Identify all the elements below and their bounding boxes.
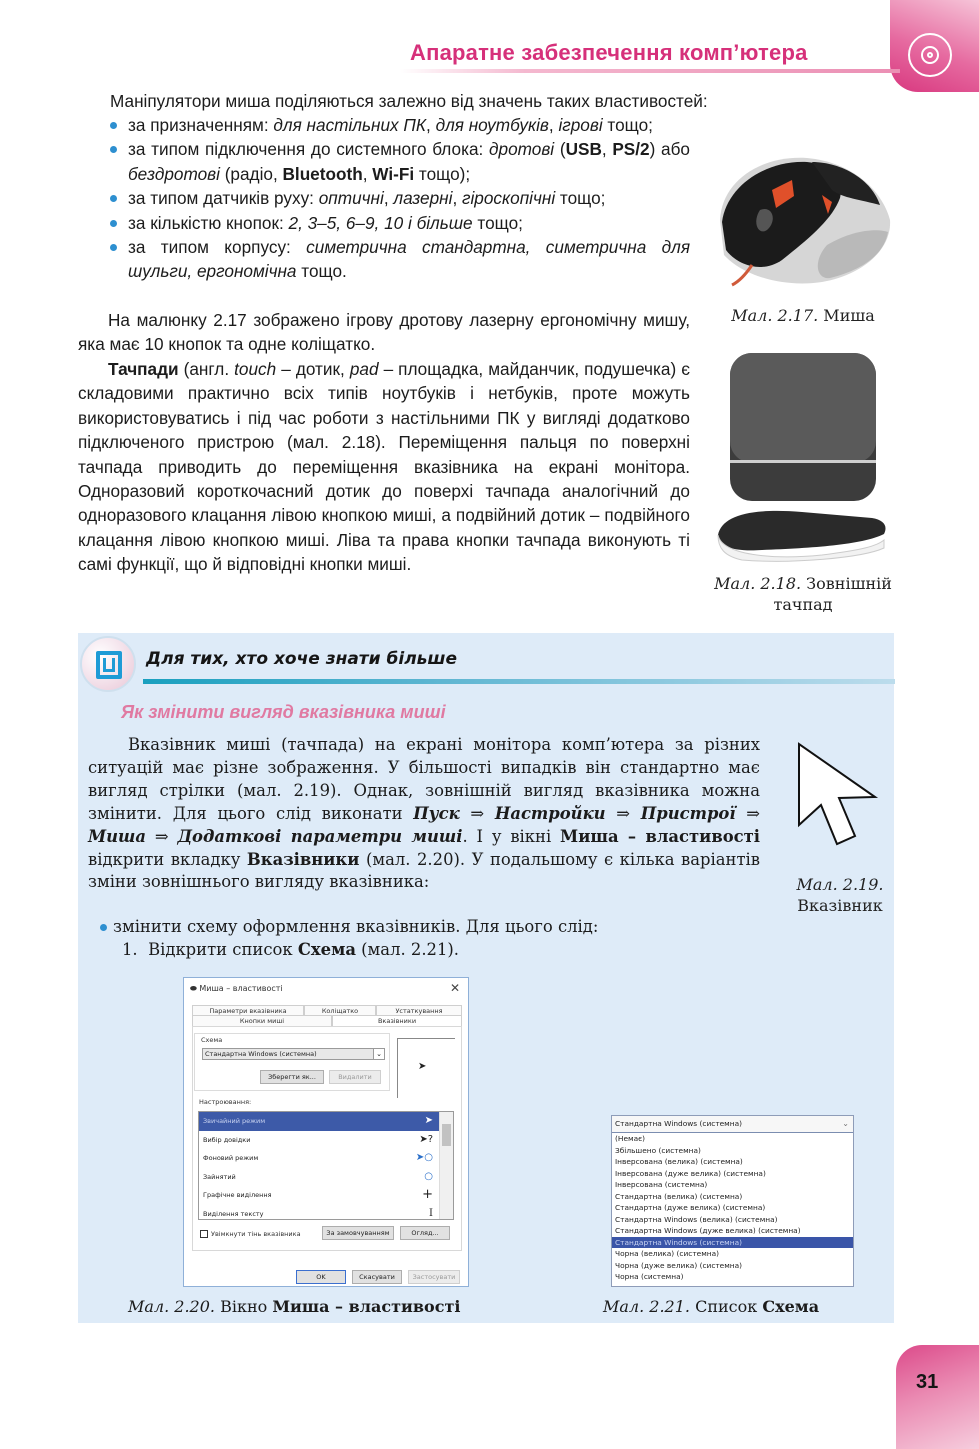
figure-caption-2-17: Мал. 2.17. Миша: [731, 306, 875, 325]
figure-caption-2-19: Мал. 2.19. Вказівник: [796, 875, 884, 915]
scheme-dropdown[interactable]: [611, 1115, 854, 1287]
delete-button[interactable]: Видалити: [329, 1070, 381, 1084]
header-rule: [400, 69, 900, 73]
browse-button[interactable]: Огляд...: [400, 1226, 450, 1240]
figure-caption-2-20: Мал. 2.20. Вікно Миша – властивості: [128, 1297, 461, 1316]
normal-cursor-icon: ➤: [424, 1115, 433, 1126]
tab-buttons[interactable]: Кнопки миші: [192, 1015, 332, 1026]
dropdown-option[interactable]: (Немає): [615, 1134, 646, 1143]
infobox-bullet: змінити схему оформлення вказівників. Для цього слід:: [100, 916, 760, 939]
text-cursor-icon: I: [429, 1207, 433, 1219]
infobox-step-1: 1. Відкрити список Схема (мал. 2.21).: [122, 940, 460, 959]
dropdown-option[interactable]: Стандартна (дуже велика) (системна): [615, 1203, 766, 1212]
list-item: за типом підключення до системного блока: дротові (USB, PS/2) або бездротові (радіо, Bluetooth, Wi-Fi тощо);: [106, 137, 690, 186]
infobox-paragraph: Вказівник миші (тачпада) на екрані монітора комп’ютера за різних ситуацій має різне зображення. У більшості випадків він стандартно має вигляд стрілки (мал. 2.19). Однак, зовнішній вигляд вказівника можна змінити. Для цього слід виконати Пуск ⇒ Настройки ⇒ Пристрої ⇒ Миша ⇒ Додаткові параметри миші. І у вікні Миша – властивості відкрити вкладку Вказівники (мал. 2.20). У подальшому є кілька варіантів зміни зовнішнього вигляду вказівника:: [88, 735, 761, 892]
use-default-button[interactable]: За замовчуванням: [322, 1226, 394, 1240]
help-cursor-icon: ➤?: [419, 1133, 433, 1145]
scheme-dropdown-header[interactable]: Стандартна Windows (системна) ⌄: [612, 1116, 853, 1133]
arrow-cursor-icon: ➤: [418, 1061, 427, 1072]
dialog-tabs-row-2: [192, 1015, 462, 1026]
list-item[interactable]: Вибір довідки ➤?: [199, 1131, 453, 1150]
mouse-property-list: [106, 113, 690, 284]
close-icon[interactable]: ✕: [449, 981, 460, 995]
dropdown-option[interactable]: Стандартна Windows (дуже велика) (системна): [615, 1226, 801, 1235]
dropdown-option[interactable]: Стандартна Windows (велика) (системна): [615, 1214, 778, 1224]
infobox-title: Для тих, хто хоче знати більше: [146, 649, 457, 669]
chevron-down-icon: ⌄: [842, 1119, 849, 1128]
paragraph-mouse: На малюнку 2.17 зображено ігрову дротову лазерну ергономічну мишу, яка має 10 кнопок та одне коліщатко.: [78, 310, 690, 355]
disc-icon: [908, 33, 952, 77]
list-item[interactable]: Звичайний режим ➤: [199, 1112, 453, 1131]
list-item: за призначенням: для настільних ПК, для ноутбуків, ігрові тощо;: [106, 113, 690, 137]
save-as-button[interactable]: Зберегти як...: [260, 1070, 324, 1084]
intro-lead: Маніпулятори миша поділяються залежно від значень таких властивостей:: [110, 91, 708, 111]
scheme-label: Схема: [201, 1036, 223, 1044]
list-item: за типом корпусу: симетрична стандартна, симетрична для шульги, ергономічна тощо.: [106, 235, 690, 284]
paragraph-touchpad: Тачпади (англ. touch – дотик, pad – площадка, майданчик, подушечка) є складовими практично всіх типів ноутбуків і нетбуків, проте можуть використовуватись і під час роботи з настільними ПК у вигляді додатково підключеного пристрою (мал. 2.18). Переміщення пальця по поверхні тачпада приводить до переміщення вказівника на екрані монітора. Одноразовий короткочасний дотик до поверхі тачпада аналогічний до одноразового клацання лівою кнопкою миші, а подвійний дотик – подвійного клацання лівою кнопкою миші. Ліва та права кнопки тачпада виконують ті самі функції, що й відповідні кнопки миші.: [78, 359, 690, 575]
figure-caption-2-21: Мал. 2.21. Список Схема: [603, 1297, 820, 1316]
scheme-select[interactable]: Стандартна Windows (системна) ⌄: [202, 1048, 385, 1060]
page-number: 31: [916, 1371, 939, 1393]
spiral-info-icon: [80, 636, 136, 692]
customize-label: Настроювання:: [199, 1098, 252, 1106]
dropdown-option[interactable]: Стандартна (велика) (системна): [615, 1191, 743, 1201]
cancel-button[interactable]: Скасувати: [352, 1270, 402, 1284]
tab-pointer-options[interactable]: Параметри вказівника: [192, 1005, 304, 1016]
tab-hardware[interactable]: Устаткування: [376, 1005, 462, 1016]
cursor-preview: [397, 1038, 455, 1098]
list-item[interactable]: Виділення тексту I: [199, 1205, 453, 1224]
bullet-dot: [100, 924, 107, 931]
cursor-list[interactable]: [198, 1111, 454, 1220]
list-item[interactable]: Зайнятий ○: [199, 1168, 453, 1187]
infobox-subtitle: Як змінити вигляд вказівника миші: [121, 702, 446, 722]
dropdown-option-selected[interactable]: Стандартна Windows (системна): [612, 1237, 853, 1249]
pointer-arrow-icon: [795, 740, 885, 850]
list-item: за кількістю кнопок: 2, 3–5, 6–9, 10 і більше тощо;: [106, 211, 690, 235]
busy-cursor-icon: ○: [424, 1170, 433, 1182]
dialog-title: ⬬ Миша – властивості: [190, 984, 283, 993]
dropdown-option[interactable]: Чорна (системна): [615, 1272, 684, 1281]
chapter-title: Апаратне забезпечення комп’ютера: [410, 40, 808, 65]
tab-wheel[interactable]: Коліщатко: [304, 1005, 376, 1016]
dropdown-option[interactable]: Інверсована (дуже велика) (системна): [615, 1168, 766, 1178]
apply-button[interactable]: Застосувати: [408, 1270, 460, 1284]
dropdown-option[interactable]: Інверсована (велика) (системна): [615, 1157, 743, 1166]
figure-caption-2-18: Мал. 2.18. Зовнішній тачпад: [714, 574, 892, 614]
dropdown-option[interactable]: Чорна (дуже велика) (системна): [615, 1260, 743, 1270]
external-touchpad-image: [712, 350, 892, 565]
infobox-rule: [143, 679, 895, 684]
list-item[interactable]: Фоновий режим ➤○: [199, 1149, 453, 1168]
list-item: за типом датчиків руху: оптичні, лазерні, гіроскопічні тощо;: [106, 186, 690, 210]
list-scrollbar[interactable]: [439, 1112, 453, 1219]
page-number-corner: [896, 1345, 979, 1449]
ok-button[interactable]: OK: [296, 1270, 346, 1284]
list-item[interactable]: Графічне виділення +: [199, 1186, 453, 1205]
working-cursor-icon: ➤○: [415, 1152, 433, 1163]
tab-pointers[interactable]: Вказівники: [332, 1015, 462, 1026]
gaming-mouse-image: [712, 150, 894, 290]
scrollbar-thumb[interactable]: [442, 1124, 451, 1146]
crosshair-cursor-icon: +: [422, 1187, 433, 1202]
chevron-down-icon: ⌄: [373, 1049, 384, 1059]
dropdown-option[interactable]: Збільшено (системна): [615, 1145, 701, 1155]
shadow-checkbox-label: Увімкнути тінь вказівника: [211, 1230, 301, 1238]
mouse-properties-dialog: [183, 977, 469, 1287]
shadow-checkbox[interactable]: [200, 1230, 208, 1238]
dropdown-option[interactable]: Чорна (велика) (системна): [615, 1249, 720, 1258]
dropdown-option[interactable]: Інверсована (системна): [615, 1180, 708, 1189]
mouse-icon: ⬬: [190, 984, 200, 993]
